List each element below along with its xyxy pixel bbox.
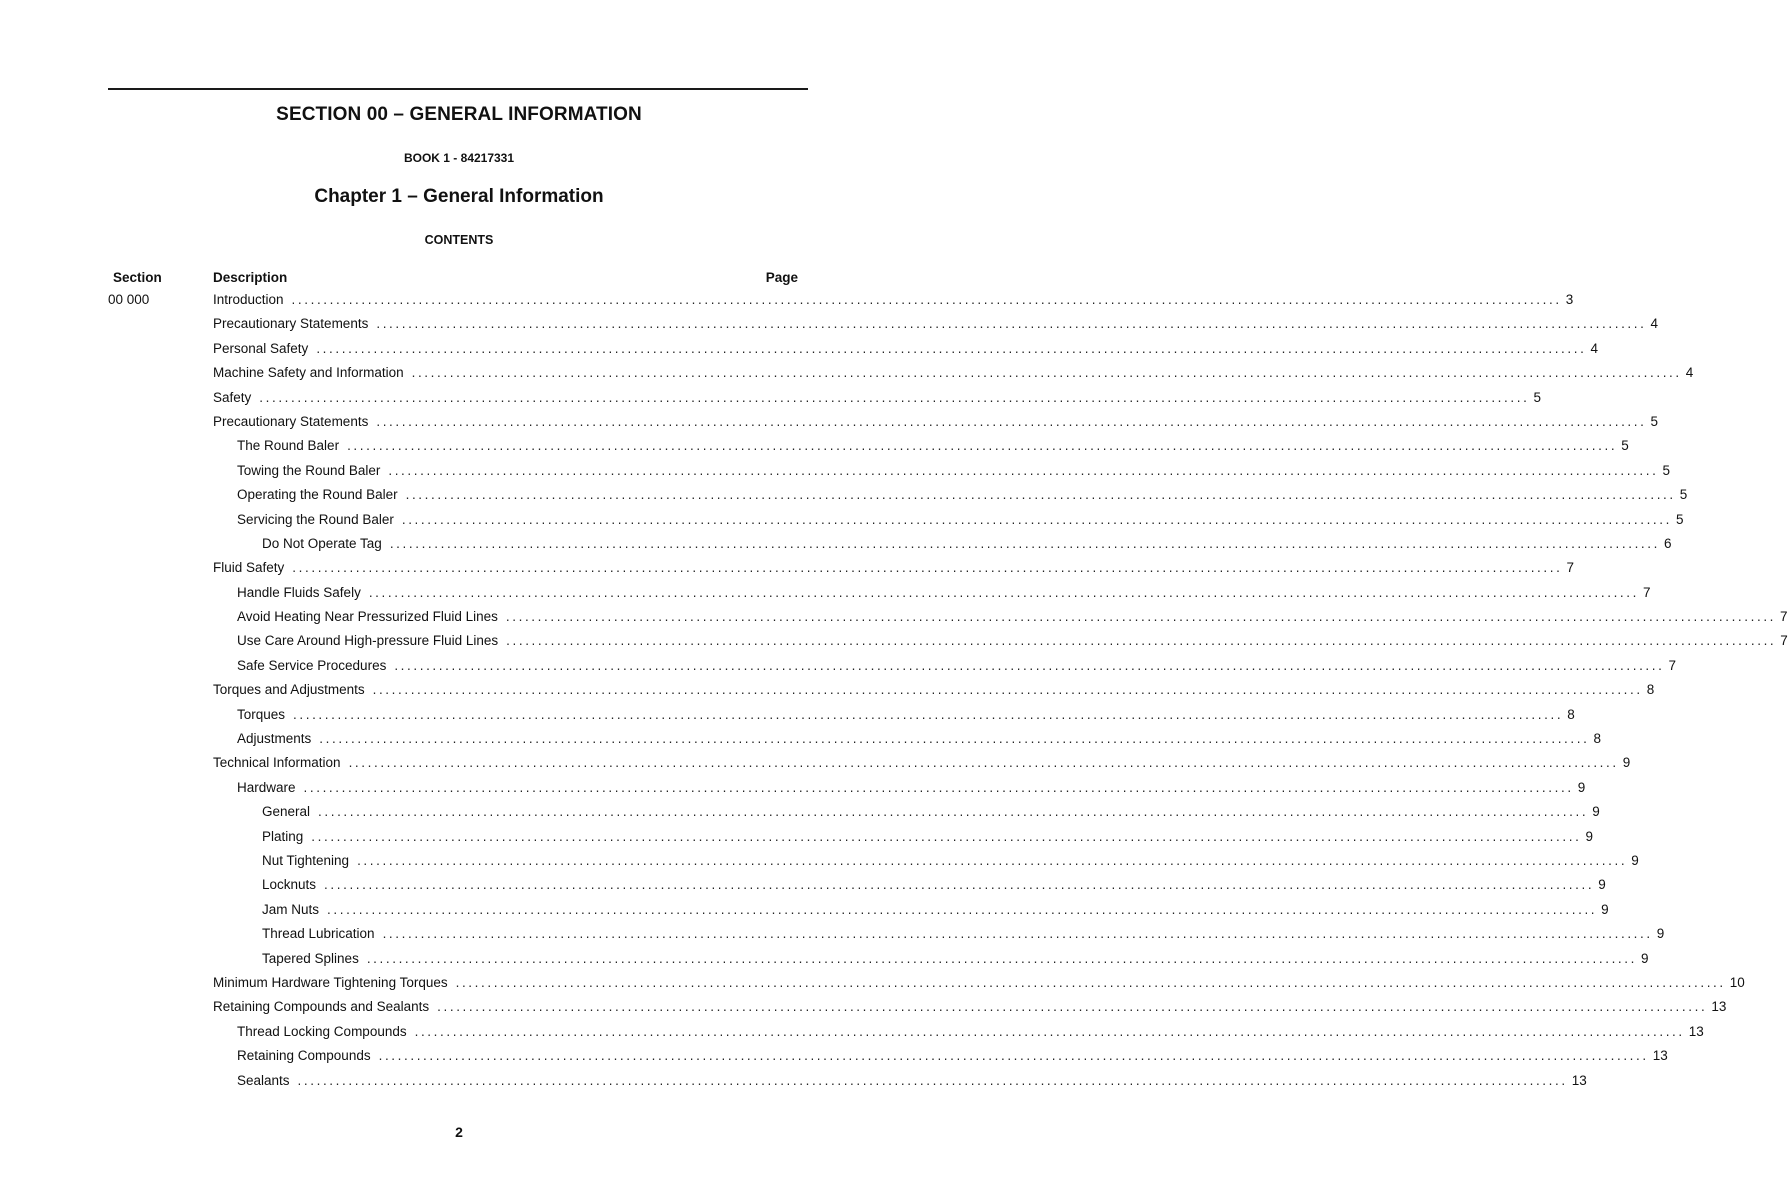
toc-entry-title: Safety <box>213 389 252 405</box>
toc-entry[interactable] <box>213 560 1574 576</box>
toc-entry-title: Precautionary Statements <box>213 316 369 332</box>
toc-entry[interactable] <box>237 487 1688 503</box>
toc-entry-title: Avoid Heating Near Pressurized Fluid Lines <box>237 609 498 625</box>
toc-entry-title: Sealants <box>237 1072 290 1088</box>
dot-leader: ........................................................................................................................................................................................................ <box>372 682 1643 698</box>
toc-entry-title: Torques <box>237 706 286 722</box>
toc-entry-page: 4 <box>1590 340 1598 356</box>
toc-row <box>0 557 1574 581</box>
toc-entry[interactable] <box>262 804 1600 820</box>
toc-entry[interactable] <box>262 535 1672 551</box>
dot-leader: ........................................................................................................................................................................................................ <box>324 877 1595 893</box>
toc-row <box>0 1045 1668 1069</box>
toc-entry-title: Safe Service Procedures <box>237 657 387 673</box>
dot-leader: ........................................................................................................................................................................................................ <box>437 999 1708 1015</box>
dot-leader: ........................................................................................................................................................................................................ <box>455 974 1726 990</box>
toc-entry-title: The Round Baler <box>237 438 340 454</box>
column-header-page: Page <box>765 270 798 285</box>
toc-entry-title: Machine Safety and Information <box>213 365 404 381</box>
toc-entry[interactable] <box>213 292 1574 307</box>
dot-leader: ........................................................................................................................................................................................................ <box>292 560 1563 576</box>
toc-entry-title: General <box>262 804 311 820</box>
dot-leader: ........................................................................................................................................................................................................ <box>318 804 1589 820</box>
toc-entry[interactable] <box>213 389 1541 405</box>
dot-leader: ........................................................................................................................................................................................................ <box>348 755 1619 771</box>
toc-entry[interactable] <box>262 828 1593 844</box>
dot-leader: ........................................................................................................................................................................................................ <box>505 609 1777 625</box>
toc-row <box>0 923 1665 947</box>
dot-leader: ........................................................................................................................................................................................................ <box>376 413 1647 429</box>
toc-entry-page: 5 <box>1679 487 1688 503</box>
toc-entry-title: Locknuts <box>262 877 317 893</box>
toc-entry-title: Do Not Operate Tag <box>262 535 382 551</box>
top-rule <box>108 88 808 90</box>
table-of-contents <box>0 289 1788 1094</box>
toc-entry-title: Hardware <box>237 779 296 795</box>
toc-entry-title: Towing the Round Baler <box>237 462 381 478</box>
toc-entry-title: Plating <box>262 828 304 844</box>
toc-entry[interactable] <box>262 852 1639 868</box>
dot-leader: ........................................................................................................................................................................................................ <box>368 584 1639 600</box>
toc-entry-page: 8 <box>1567 706 1575 722</box>
toc-entry-title: Technical Information <box>213 755 341 771</box>
toc-entry[interactable] <box>237 584 1651 600</box>
toc-entry-title: Torques and Adjustments <box>213 682 365 698</box>
dot-leader: ........................................................................................................................................................................................................ <box>366 950 1637 966</box>
dot-leader: ........................................................................................................................................................................................................ <box>327 901 1598 917</box>
toc-entry-page: 5 <box>1650 413 1659 429</box>
toc-entry-page: 9 <box>1601 901 1609 917</box>
toc-row <box>0 460 1671 484</box>
dot-leader: ........................................................................................................................................................................................................ <box>401 511 1672 527</box>
toc-entry-page: 3 <box>1565 292 1574 307</box>
toc-entry[interactable] <box>213 340 1598 356</box>
dot-leader: ........................................................................................................................................................................................................ <box>259 389 1530 405</box>
toc-entry-title: Handle Fluids Safely <box>237 584 361 600</box>
toc-entry[interactable] <box>213 755 1631 771</box>
toc-entry-title: Thread Lubrication <box>262 926 375 942</box>
toc-row <box>0 606 1788 630</box>
toc-entry-title: Servicing the Round Baler <box>237 511 394 527</box>
toc-entry-title: Jam Nuts <box>262 901 320 917</box>
toc-entry-page: 13 <box>1711 999 1727 1015</box>
toc-entry[interactable] <box>237 1023 1704 1039</box>
toc-entry-page: 5 <box>1676 511 1684 527</box>
contents-heading: CONTENTS <box>424 233 494 247</box>
toc-row <box>0 777 1586 801</box>
toc-row <box>0 411 1659 435</box>
dot-leader: ........................................................................................................................................................................................................ <box>382 926 1653 942</box>
toc-entry-page: 9 <box>1585 828 1593 844</box>
dot-leader: ........................................................................................................................................................................................................ <box>303 779 1574 795</box>
toc-entry-title: Fluid Safety <box>213 560 285 576</box>
toc-row <box>0 801 1600 825</box>
toc-row <box>0 313 1659 337</box>
toc-row <box>0 826 1593 850</box>
toc-row <box>0 435 1629 459</box>
dot-leader: ........................................................................................................................................................................................................ <box>376 316 1647 332</box>
toc-row <box>0 362 1694 386</box>
dot-leader: ........................................................................................................................................................................................................ <box>316 340 1587 356</box>
toc-entry-page: 4 <box>1685 365 1694 381</box>
toc-entry[interactable] <box>262 950 1649 966</box>
toc-entry-page: 10 <box>1729 974 1745 990</box>
toc-row <box>0 704 1575 728</box>
toc-entry-page: 7 <box>1668 657 1676 673</box>
toc-entry[interactable] <box>237 706 1575 722</box>
column-header-description: Description <box>213 270 288 285</box>
toc-entry-page: 7 <box>1642 584 1651 600</box>
toc-entry-page: 13 <box>1652 1048 1668 1064</box>
toc-entry[interactable] <box>237 779 1586 795</box>
toc-row <box>0 484 1688 508</box>
toc-row <box>0 338 1598 362</box>
page-number: 2 <box>455 1124 463 1140</box>
toc-entry[interactable] <box>213 974 1745 990</box>
toc-row <box>0 972 1745 996</box>
dot-leader: ........................................................................................................................................................................................................ <box>394 657 1665 673</box>
toc-row <box>0 728 1601 752</box>
toc-entry[interactable] <box>237 731 1601 747</box>
dot-leader: ........................................................................................................................................................................................................ <box>297 1072 1568 1088</box>
toc-entry[interactable] <box>213 365 1694 381</box>
toc-entry-title: Precautionary Statements <box>213 413 369 429</box>
dot-leader: ........................................................................................................................................................................................................ <box>388 462 1659 478</box>
toc-entry-title: Thread Locking Compounds <box>237 1023 407 1039</box>
dot-leader: ........................................................................................................................................................................................................ <box>293 706 1564 722</box>
toc-entry[interactable] <box>237 462 1671 478</box>
toc-row <box>0 679 1655 703</box>
toc-entry[interactable] <box>237 438 1629 454</box>
toc-row <box>0 899 1609 923</box>
dot-leader: ........................................................................................................................................................................................................ <box>411 365 1682 381</box>
column-header-section: Section <box>113 270 162 285</box>
toc-row <box>0 1021 1704 1045</box>
toc-entry-title: Tapered Splines <box>262 950 359 966</box>
toc-entry-title: Introduction <box>213 292 284 307</box>
toc-entry[interactable] <box>262 877 1606 893</box>
toc-entry-page: 5 <box>1621 438 1629 454</box>
toc-row <box>0 655 1676 679</box>
toc-section-number: 00 000 <box>108 292 150 307</box>
dot-leader: ........................................................................................................................................................................................................ <box>347 438 1618 454</box>
toc-row <box>0 752 1631 776</box>
toc-row <box>0 948 1649 972</box>
toc-entry[interactable] <box>237 657 1676 673</box>
dot-leader: ........................................................................................................................................................................................................ <box>311 828 1582 844</box>
toc-entry-title: Nut Tightening <box>262 852 350 868</box>
toc-entry-page: 9 <box>1598 877 1606 893</box>
toc-entry-page: 8 <box>1593 731 1601 747</box>
toc-entry-page: 7 <box>1780 609 1788 625</box>
toc-entry-title: Retaining Compounds and Sealants <box>213 999 430 1015</box>
toc-entry-page: 13 <box>1571 1072 1587 1088</box>
toc-entry[interactable] <box>262 901 1609 917</box>
toc-entry-page: 5 <box>1533 389 1541 405</box>
dot-leader: ........................................................................................................................................................................................................ <box>414 1023 1685 1039</box>
dot-leader: ........................................................................................................................................................................................................ <box>357 852 1628 868</box>
toc-row <box>0 509 1684 533</box>
dot-leader: ........................................................................................................................................................................................................ <box>378 1048 1649 1064</box>
toc-entry-page: 9 <box>1640 950 1649 966</box>
toc-entry[interactable] <box>237 633 1788 649</box>
toc-entry-page: 5 <box>1662 462 1671 478</box>
toc-entry-page: 4 <box>1650 316 1659 332</box>
toc-row <box>0 289 1574 313</box>
toc-entry-page: 9 <box>1577 779 1586 795</box>
toc-entry-page: 6 <box>1663 535 1672 551</box>
toc-entry[interactable] <box>237 609 1788 625</box>
toc-row <box>0 1070 1587 1094</box>
section-title: SECTION 00 – GENERAL INFORMATION <box>276 104 642 125</box>
dot-leader: ........................................................................................................................................................................................................ <box>405 487 1676 503</box>
toc-entry-page: 9 <box>1656 926 1665 942</box>
toc-entry-title: Operating the Round Baler <box>237 487 398 503</box>
toc-entry[interactable] <box>237 1048 1668 1064</box>
toc-entry-page: 8 <box>1646 682 1655 698</box>
toc-entry-page: 13 <box>1688 1023 1704 1039</box>
toc-row <box>0 582 1651 606</box>
toc-entry[interactable] <box>213 682 1655 698</box>
toc-entry[interactable] <box>262 926 1665 942</box>
toc-entry-title: Minimum Hardware Tightening Torques <box>213 974 448 990</box>
toc-entry-page: 7 <box>1566 560 1574 576</box>
book-number: BOOK 1 - 84217331 <box>403 151 515 165</box>
toc-entry[interactable] <box>237 511 1684 527</box>
toc-entry-title: Use Care Around High-pressure Fluid Lines <box>237 633 499 649</box>
toc-entry-title: Retaining Compounds <box>237 1048 371 1064</box>
toc-entry-title: Adjustments <box>237 731 312 747</box>
dot-leader: ........................................................................................................................................................................................................ <box>389 535 1660 551</box>
toc-row <box>0 996 1727 1020</box>
toc-entry[interactable] <box>213 999 1727 1015</box>
toc-row <box>0 533 1672 557</box>
toc-entry-title: Personal Safety <box>213 340 309 356</box>
toc-row <box>0 874 1606 898</box>
dot-leader: ........................................................................................................................................................................................................ <box>291 292 1562 307</box>
toc-entry-page: 9 <box>1631 852 1639 868</box>
dot-leader: ........................................................................................................................................................................................................ <box>506 633 1777 649</box>
chapter-title: Chapter 1 – General Information <box>314 186 604 207</box>
toc-row <box>0 850 1639 874</box>
dot-leader: ........................................................................................................................................................................................................ <box>319 731 1590 747</box>
toc-entry-page: 9 <box>1622 755 1631 771</box>
toc-entry[interactable] <box>213 413 1659 429</box>
toc-row <box>0 387 1541 411</box>
toc-entry-page: 7 <box>1780 633 1788 649</box>
toc-entry[interactable] <box>237 1072 1587 1088</box>
toc-row <box>0 630 1788 654</box>
toc-entry-page: 9 <box>1592 804 1600 820</box>
toc-entry[interactable] <box>213 316 1659 332</box>
